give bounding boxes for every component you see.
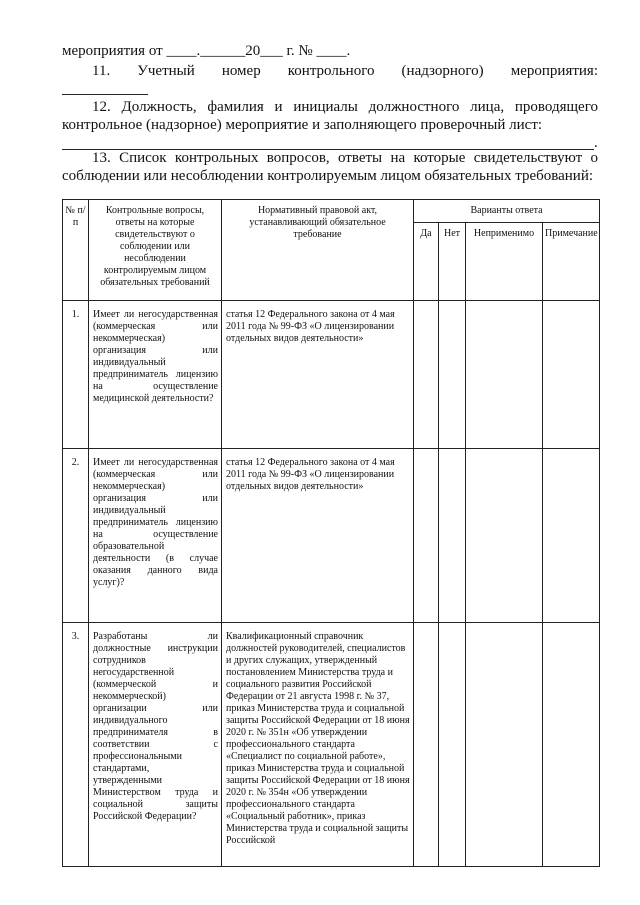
answer-no-cell[interactable] <box>439 623 466 867</box>
answer-note-cell[interactable] <box>543 449 600 623</box>
item-11-text: 11. Учетный номер контрольного (надзорного) мероприятия: <box>92 63 598 79</box>
table-row <box>63 301 600 449</box>
header-na: Неприменимо <box>466 223 543 301</box>
item-12-text: 12. Должность, фамилия и инициалы должностного лица, проводящего контрольное (надзорное) мероприятие и заполняющего проверочный лист: <box>62 99 598 133</box>
answer-yes-cell[interactable] <box>414 301 439 449</box>
answer-na-cell[interactable] <box>466 301 543 449</box>
row-question: Имеет ли негосударственная (коммерческая или некоммерческая) организация или индивидуальный предприниматель лицензию на осуществление образовательной деятельности (в случае оказания данного вида услуг)? <box>89 449 222 623</box>
header-no: Нет <box>439 223 466 301</box>
answer-note-cell[interactable] <box>543 301 600 449</box>
row-num: 1. <box>63 301 89 449</box>
item-11-blank <box>62 94 148 95</box>
answer-no-cell[interactable] <box>439 449 466 623</box>
row-act: статья 12 Федерального закона от 4 мая 2011 года № 99-ФЗ «О лицензировании отдельных видов деятельности» <box>222 301 414 449</box>
row-num: 2. <box>63 449 89 623</box>
answer-yes-cell[interactable] <box>414 623 439 867</box>
table-row <box>63 623 600 867</box>
answer-note-cell[interactable] <box>543 623 600 867</box>
header-note: Примечание <box>543 223 600 301</box>
header-question: Контрольные вопросы, ответы на которые свидетельствуют о соблюдении или несоблюдении контролируемым лицом обязательных требований <box>89 200 222 301</box>
header-yes: Да <box>414 223 439 301</box>
row-num: 3. <box>63 623 89 867</box>
checklist-table <box>62 199 600 867</box>
header-num: № п/п <box>63 200 89 301</box>
answer-na-cell[interactable] <box>466 623 543 867</box>
item-12-end: . <box>594 135 598 151</box>
row-question: Имеет ли негосударственная (коммерческая или некоммерческая) организация или индивидуальный предприниматель лицензию на осуществление медицинской деятельности? <box>89 301 222 449</box>
event-date-line: мероприятия от ____.______20___ г. № ____. <box>62 43 351 59</box>
answer-yes-cell[interactable] <box>414 449 439 623</box>
row-question: Разработаны ли должностные инструкции сотрудников негосударственной (коммерческой и некоммерческой) организации или индивидуального предпринимателя в соответствии с профессиональными стандартами, утвержденными Министерством труда и социальной защиты Российской Федерации? <box>89 623 222 867</box>
row-act: Квалификационный справочник должностей руководителей, специалистов и других служащих, утвержденный постановлением Министерства труда и социального развития Российской Федерации от 21 августа 1998 г. № 37, приказ Министерства труда и социальной защиты Российской Федерации от 18 июня 2020 г. № 351н «Об утверждении профессионального стандарта «Специалист по социальной работе», приказ Министерства труда и социальной защиты Российской Федерации от 18 июня 2020 г. № 354н «Об утверждении профессионального стандарта «Социальный работник», приказ Министерства труда и социальной защиты Российской <box>222 623 414 867</box>
answer-no-cell[interactable] <box>439 301 466 449</box>
header-act: Нормативный правовой акт, устанавливающий обязательное требование <box>222 200 414 301</box>
row-act: статья 12 Федерального закона от 4 мая 2011 года № 99-ФЗ «О лицензировании отдельных видов деятельности» <box>222 449 414 623</box>
item-13-text: 13. Список контрольных вопросов, ответы на которые свидетельствуют о соблюдении или несоблюдении контролируемым лицом обязательных требований: <box>62 150 598 184</box>
answer-na-cell[interactable] <box>466 449 543 623</box>
table-row <box>63 449 600 623</box>
header-variants: Варианты ответа <box>414 200 600 223</box>
